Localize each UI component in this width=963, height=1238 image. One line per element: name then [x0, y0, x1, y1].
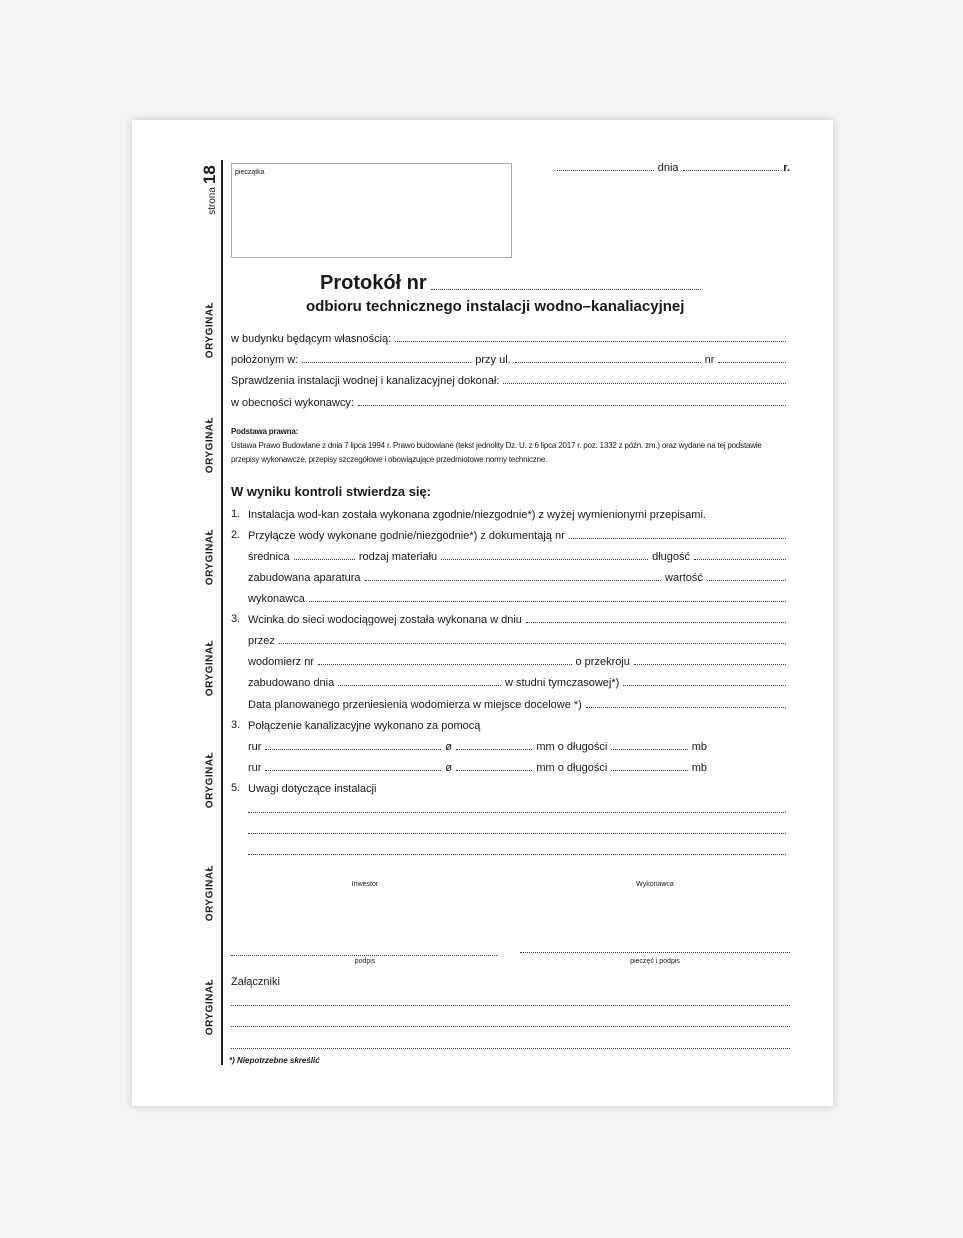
- document-title: Protokół nr: [320, 272, 705, 295]
- diameter-field[interactable]: średnica rodzaj materiału długość: [248, 549, 790, 563]
- attachment-line[interactable]: [231, 1038, 790, 1052]
- investor-signature-line[interactable]: [231, 945, 501, 959]
- by-field[interactable]: przez: [248, 633, 790, 647]
- pipe-field[interactable]: rur ø mm o długości mb: [248, 741, 707, 753]
- stamp-box[interactable]: [231, 163, 512, 258]
- stamp-sign-label: pieczęć i podpis: [630, 958, 680, 965]
- copy-label: ORYGINAŁ: [204, 301, 216, 359]
- item-number: 3.: [231, 719, 241, 731]
- date-line[interactable]: dnia r.: [553, 160, 790, 174]
- copy-label: ORYGINAŁ: [204, 751, 216, 809]
- stamp-label: pieczątka: [235, 169, 265, 176]
- attachments-heading: Załączniki: [231, 976, 280, 988]
- remarks-line[interactable]: [248, 823, 790, 837]
- copy-label: ORYGINAŁ: [204, 978, 216, 1036]
- relocation-field[interactable]: Data planowanego przeniesienia wodomierza w miejsce docelowe *): [248, 697, 790, 711]
- margin-line: [221, 160, 223, 1065]
- section-heading: W wyniku kontroli stwierdza się:: [231, 484, 432, 499]
- installed-field[interactable]: zabudowano dnia w studni tymczasowej*): [248, 675, 790, 689]
- attachment-line[interactable]: [231, 1016, 790, 1030]
- item-4: Połączenie kanalizacyjne wykonano za pomocą: [248, 720, 481, 732]
- owner-field[interactable]: w budynku będącym własnością:: [231, 331, 790, 345]
- item-3[interactable]: Wcinka do sieci wodociągowej została wykonana w dniu: [248, 612, 790, 626]
- meter-field[interactable]: wodomierz nr o przekroju: [248, 654, 790, 668]
- investor-label: Inwestor: [351, 881, 379, 888]
- attachment-line[interactable]: [231, 995, 790, 1009]
- item-number: 1.: [231, 508, 241, 520]
- copy-label: ORYGINAŁ: [204, 528, 216, 586]
- item-number: 2.: [231, 529, 241, 541]
- legal-basis: Podstawa prawna: Ustawa Prawo Budowlane z dnia 7 lipca 1994 r. Prawo budowlane (tekst jednolity Dz. U. z 6 lipca 2017 r. poz. 1332 z późn. zm.) oraz wydane na tej podstawie przepisy wykonawcze, przepisy szczegółowe i obowiązujące przedmiotowe normy techniczne.: [231, 427, 762, 464]
- remarks-line[interactable]: [248, 844, 790, 858]
- item-2[interactable]: Przyłącze wody wykonane godnie/niezgodnie*) z dokumentają nr: [248, 528, 790, 542]
- contractor-field[interactable]: wykonawca: [248, 591, 790, 605]
- contractor-signature-line[interactable]: [520, 942, 790, 956]
- page-number: strona18: [200, 165, 219, 215]
- remarks-line[interactable]: [248, 802, 790, 816]
- copy-label: ORYGINAŁ: [204, 864, 216, 922]
- presence-field[interactable]: w obecności wykonawcy:: [231, 395, 790, 409]
- pipe-field[interactable]: rur ø mm o długości mb: [248, 762, 707, 774]
- copy-label: ORYGINAŁ: [204, 416, 216, 474]
- contractor-label: Wykonawca: [636, 881, 674, 888]
- item-number: 5.: [231, 782, 241, 794]
- item-number: 3.: [231, 613, 241, 625]
- apparatus-field[interactable]: zabudowana aparatura wartość: [248, 570, 790, 584]
- location-field[interactable]: położonym w: przy ul. nr: [231, 352, 790, 366]
- copy-label: ORYGINAŁ: [204, 639, 216, 697]
- sign-label: podpis: [354, 958, 376, 965]
- item-5: Uwagi dotyczące instalacji: [248, 783, 377, 795]
- item-1: Instalacja wod-kan została wykonana zgodnie/niezgodnie*) z wyżej wymienionymi przepisami.: [248, 509, 706, 521]
- document-subtitle: odbioru technicznego instalacji wodno–kanaliacyjnej: [306, 298, 685, 315]
- checked-by-field[interactable]: Sprawdzenia instalacji wodnej i kanalizacyjnej dokonał:: [231, 373, 790, 387]
- footnote: *) Niepotrzebne skreślić: [229, 1056, 320, 1065]
